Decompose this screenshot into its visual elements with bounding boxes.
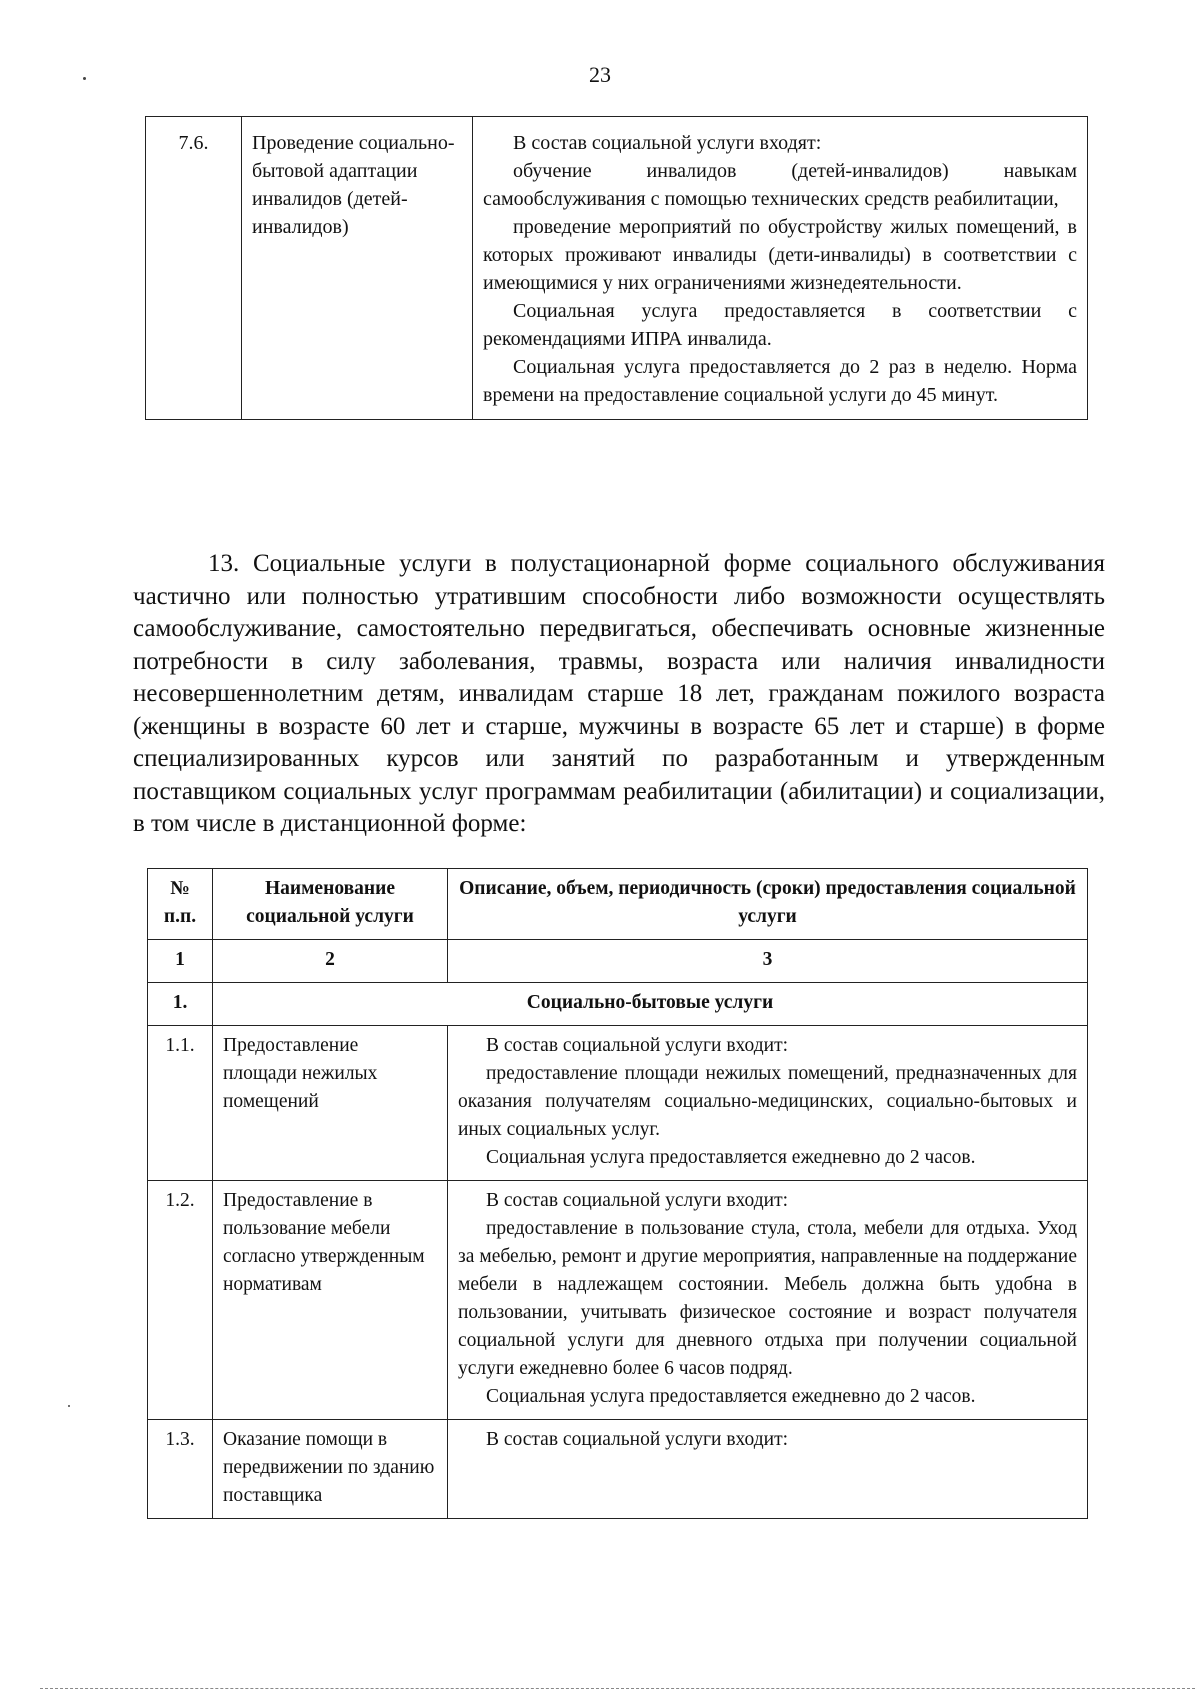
scan-speck (83, 77, 86, 80)
services-table-continued (145, 116, 1088, 420)
table-row (148, 1420, 1088, 1519)
column-number: 1 (148, 940, 213, 983)
service-description (448, 1026, 1088, 1181)
column-numbers-row (148, 940, 1088, 983)
service-description (473, 117, 1088, 420)
description-line: проведение мероприятий по обустройству жилых помещений, в которых проживают инвалиды (дети-инвалиды) в соответствии с имеющимися у них ограничениями жизнедеятельности. (483, 216, 1077, 294)
header-description: Описание, объем, периодичность (сроки) предоставления социальной услуги (448, 869, 1088, 940)
description-line: Социальная услуга предоставляется до 2 раз в неделю. Норма времени на предоставление социальной услуги до 45 минут. (483, 356, 1077, 406)
description-line: В состав социальной услуги входит: (486, 1190, 789, 1211)
description-line: Социальная услуга предоставляется ежедневно до 2 часов. (486, 1386, 976, 1407)
section-row (148, 983, 1088, 1026)
description-line: предоставление площади нежилых помещений, предназначенных для оказания получателям социально-медицинских, социально-бытовых и иных социальных услуг. (458, 1063, 1077, 1140)
services-table (147, 868, 1088, 1519)
description-line: В состав социальной услуги входит: (486, 1429, 789, 1450)
page-number: 23 (589, 62, 611, 87)
row-number: 7.6. (146, 117, 242, 420)
column-number: 2 (213, 940, 448, 983)
section-paragraph: 13. Социальные услуги в полустационарной форме социального обслуживания частично или полностью утратившим способности либо возможности осуществлять самообслуживание, самостоятельно передвигаться, обеспечивать основные жизненные потребности в силу заболевания, травмы, возраста или наличия инвалидности несовершеннолетним детям, инвалидам старше 18 лет, гражданам пожилого возраста (женщины в возрасте 60 лет и старше, мужчины в возрасте 65 лет и старше) в форме специализированных курсов или занятий по разработанным и утвержденным поставщиком социальных услуг программам реабилитации (абилитации) и социализации, в том числе в дистанционной форме: (133, 550, 1105, 837)
table-header-row (148, 869, 1088, 940)
header-service-name: Наименование социальной услуги (213, 869, 448, 940)
table-row (146, 117, 1088, 420)
table-row (148, 1026, 1088, 1181)
section-number: 1. (148, 983, 213, 1026)
service-name: Предоставление в пользование мебели согласно утвержденным нормативам (213, 1181, 448, 1420)
service-description (448, 1420, 1088, 1519)
service-description (448, 1181, 1088, 1420)
description-line: В состав социальной услуги входит: (486, 1035, 789, 1056)
description-line: предоставление в пользование стула, стола, мебели для отдыха. Уход за мебелью, ремонт и другие мероприятия, направленные на поддержание мебели в надлежащем состоянии. Мебель должна быть удобна в пользовании, учитывать физическое состояние и возраст получателя социальной услуги для дневного отдыха при получении социальной услуги ежедневно более 6 часов подряд. (458, 1218, 1077, 1379)
row-number: 1.1. (148, 1026, 213, 1181)
service-name: Проведение социально-бытовой адаптации инвалидов (детей-инвалидов) (242, 117, 473, 420)
section-title: Социально-бытовые услуги (213, 983, 1088, 1026)
scan-edge-line (40, 1688, 1195, 1689)
scan-speck (68, 1405, 70, 1407)
column-number: 3 (448, 940, 1088, 983)
row-number: 1.2. (148, 1181, 213, 1420)
description-line: В состав социальной услуги входят: (513, 132, 822, 154)
description-line: Социальная услуга предоставляется в соответствии с рекомендациями ИПРА инвалида. (483, 300, 1077, 350)
service-name: Оказание помощи в передвижении по зданию поставщика (213, 1420, 448, 1519)
row-number: 1.3. (148, 1420, 213, 1519)
description-line: обучение инвалидов (детей-инвалидов) навыкам самообслуживания с помощью технических средств реабилитации, (483, 160, 1077, 210)
table-row (148, 1181, 1088, 1420)
service-name: Предоставление площади нежилых помещений (213, 1026, 448, 1181)
description-line: Социальная услуга предоставляется ежедневно до 2 часов. (486, 1147, 976, 1168)
header-number: № п.п. (148, 869, 213, 940)
